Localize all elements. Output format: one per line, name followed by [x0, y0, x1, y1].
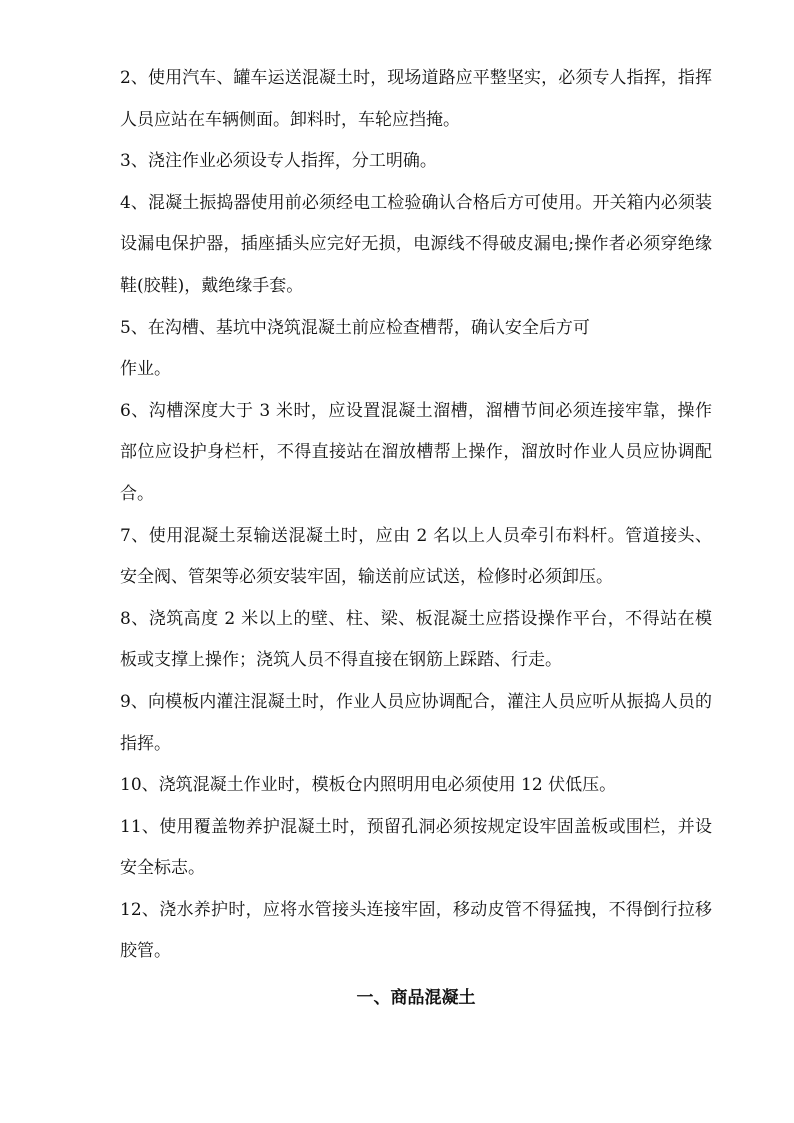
paragraph-item-6: 6、沟槽深度大于 3 米时，应设置混凝土溜槽，溜槽节间必须连接牢靠，操作部位应设护身栏杆，不得直接站在溜放槽帮上操作，溜放时作业人员应协调配合。	[120, 400, 712, 504]
document-body	[120, 58, 712, 1020]
paragraph-item-7: 7、使用混凝土泵输送混凝土时，应由 2 名以上人员牵引布料杆。管道接头、安全阀、管架等必须安装牢固，输送前应试送，检修时必须卸压。	[120, 525, 712, 588]
paragraph-item-11: 11、使用覆盖物养护混凝土时，预留孔洞必须按规定设牢固盖板或围栏，并设安全标志。	[120, 816, 712, 879]
paragraph-item-12: 12、浇水养护时，应将水管接头连接牢固，移动皮管不得猛拽，不得倒行拉移胶管。	[120, 899, 712, 962]
paragraph-item-8: 8、浇筑高度 2 米以上的壁、柱、梁、板混凝土应搭设操作平台，不得站在模板或支撑上操作；浇筑人员不得直接在钢筋上踩踏、行走。	[120, 608, 712, 671]
paragraph-item-10: 10、浇筑混凝土作业时，模板仓内照明用电必须使用 12 伏低压。	[120, 775, 617, 796]
paragraph-item-3: 3、浇注作业必须设专人指挥，分工明确。	[120, 151, 437, 172]
paragraph-item-4: 4、混凝土振捣器使用前必须经电工检验确认合格后方可使用。开关箱内必须装设漏电保护器，插座插头应完好无损，电源线不得破皮漏电;操作者必须穿绝缘鞋(胶鞋)，戴绝缘手套。	[120, 192, 712, 296]
paragraph-item-5: 5、在沟槽、基坑中浇筑混凝土前应检查槽帮，确认安全后方可	[120, 317, 590, 338]
paragraph-item-2: 2、使用汽车、罐车运送混凝土时，现场道路应平整坚实，必须专人指挥，指挥人员应站在车辆侧面。卸料时，车轮应挡掩。	[120, 68, 712, 130]
section-heading: 一、商品混凝土	[356, 988, 476, 1009]
paragraph-item-5-continuation: 作业。	[120, 359, 171, 380]
paragraph-item-9: 9、向模板内灌注混凝土时，作业人员应协调配合，灌注人员应听从振捣人员的指挥。	[120, 691, 712, 754]
